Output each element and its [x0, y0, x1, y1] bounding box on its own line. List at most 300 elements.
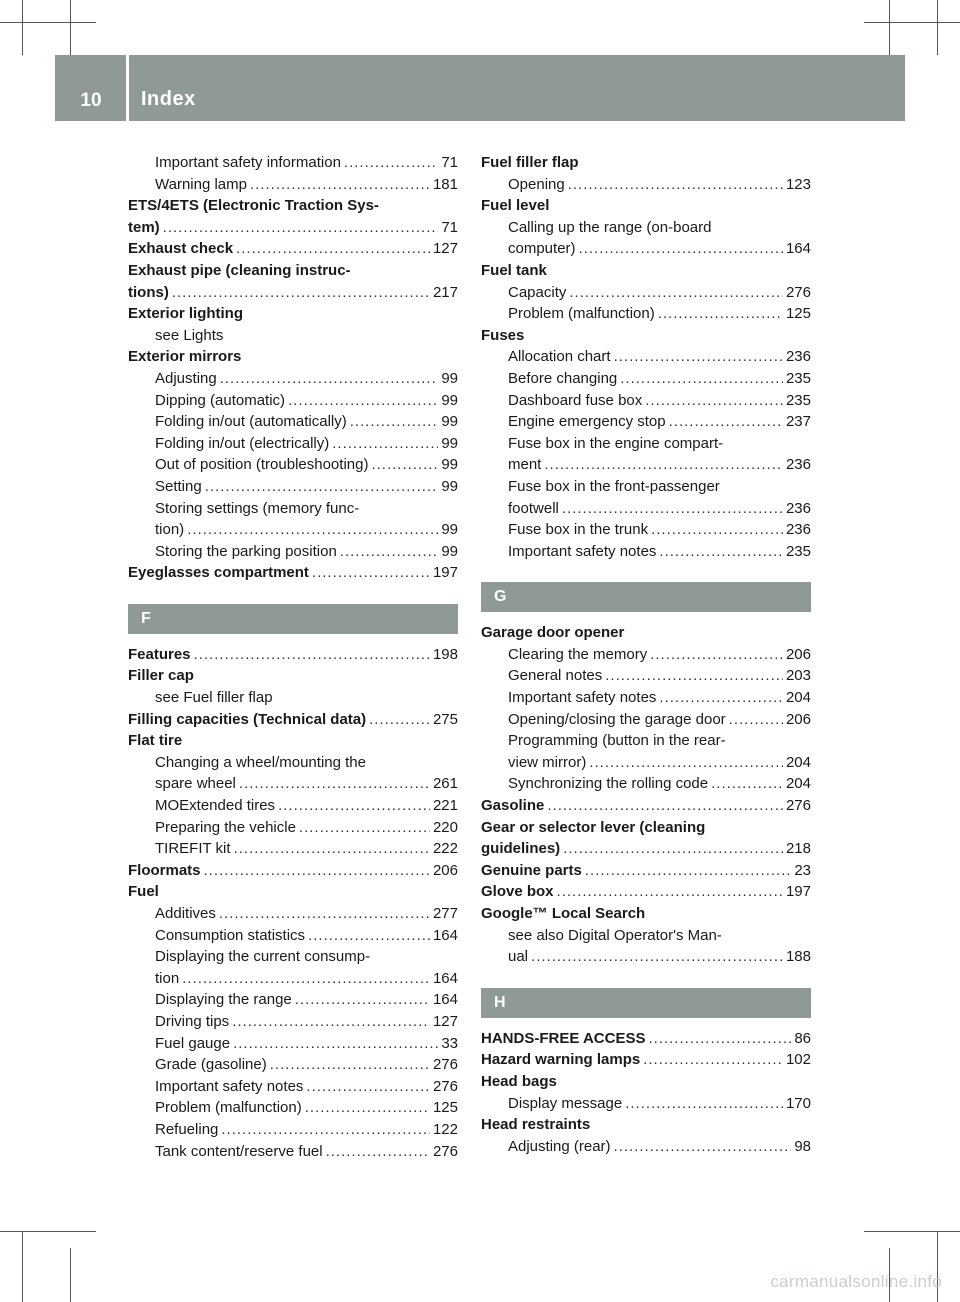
index-entry: [481, 881, 811, 903]
entry-text: Engine emergency stop: [508, 413, 666, 431]
entry-text: Head restraints: [481, 1116, 591, 1134]
page-reference-link[interactable]: 276: [785, 283, 811, 301]
page-reference-link[interactable]: 23: [794, 861, 811, 879]
page-reference-link[interactable]: 206: [432, 861, 458, 879]
entry-text: Important safety notes: [155, 1077, 304, 1095]
dot-leader: [579, 238, 783, 260]
entry-text: Exhaust pipe (cleaning instruc-: [128, 261, 351, 279]
index-entry: [481, 795, 811, 817]
page-reference-link[interactable]: 235: [785, 391, 811, 409]
index-entry: [481, 1028, 811, 1050]
index-subentry: [128, 411, 458, 433]
entry-text: tions): [128, 283, 169, 301]
dot-leader: [220, 368, 439, 390]
page-reference-link[interactable]: 236: [785, 348, 811, 366]
index-subentry: [128, 1054, 458, 1076]
entry-text: Adjusting: [155, 369, 217, 387]
dot-leader: [270, 1054, 430, 1076]
entry-text: computer): [508, 240, 576, 258]
index-entry: [481, 1049, 811, 1071]
crop-mark: [889, 0, 890, 55]
index-subentry: [481, 541, 811, 563]
entry-text: Filling capacities (Technical data): [128, 710, 367, 728]
page-reference-link[interactable]: 198: [432, 645, 458, 663]
index-subentry: [128, 476, 458, 498]
entry-text: Opening/closing the garage door: [508, 710, 726, 728]
entry-text: ual: [508, 948, 529, 966]
page-reference-link[interactable]: 277: [432, 905, 458, 922]
page-reference-link[interactable]: 206: [785, 645, 811, 663]
dot-leader: [614, 346, 783, 368]
page-reference-link[interactable]: 164: [785, 240, 811, 258]
entry-text: footwell: [508, 499, 559, 517]
entry-text: Calling up the range (on-board: [508, 218, 712, 236]
dot-leader: [711, 773, 783, 795]
dot-leader: [669, 411, 783, 433]
entry-text: Tank content/reserve fuel: [155, 1142, 323, 1160]
entry-text: see Fuel filler flap: [155, 689, 273, 707]
page-reference-link[interactable]: 235: [785, 369, 811, 387]
index-subentry: [481, 752, 811, 774]
page-reference-link[interactable]: 122: [432, 1120, 458, 1138]
page-reference-link[interactable]: 164: [432, 991, 458, 1009]
dot-leader: [531, 946, 783, 968]
page-reference-link[interactable]: 276: [432, 1142, 458, 1160]
entry-text: see Lights: [155, 326, 224, 344]
dot-leader: [204, 860, 430, 882]
dot-leader: [585, 860, 791, 882]
crop-mark: [22, 1231, 23, 1302]
index-subentry: [481, 303, 811, 325]
entry-text: Genuine parts: [481, 861, 582, 879]
index-subentry: [128, 817, 458, 839]
dot-leader: [194, 644, 430, 666]
dot-leader: [614, 1136, 792, 1158]
header-divider: [126, 55, 129, 121]
dot-leader: [620, 368, 783, 390]
page-reference-link[interactable]: 33: [441, 1034, 458, 1052]
index-entry: [128, 730, 458, 752]
dot-leader: [643, 1049, 783, 1071]
index-entry: [128, 346, 458, 368]
entry-text: Warning lamp: [155, 175, 247, 193]
entry-text: Gasoline: [481, 797, 545, 815]
page-reference-link[interactable]: 170: [785, 1094, 811, 1112]
index-subentry: [481, 174, 811, 196]
section-title: Index: [141, 88, 196, 110]
dot-leader: [332, 433, 438, 455]
crop-mark: [864, 1231, 960, 1232]
page-reference-link[interactable]: 188: [785, 948, 811, 966]
page-reference-link[interactable]: 276: [785, 797, 811, 815]
index-subentry: [128, 1141, 458, 1163]
entry-text: Dashboard fuse box: [508, 391, 643, 409]
dot-leader: [306, 1076, 430, 1098]
dot-leader: [605, 665, 783, 687]
dot-leader: [163, 217, 439, 239]
index-subentry: [128, 752, 458, 774]
dot-leader: [299, 817, 430, 839]
entry-text: Setting: [155, 477, 202, 495]
index-subentry: [128, 433, 458, 455]
page-reference-link[interactable]: 222: [432, 840, 458, 858]
entry-text: Displaying the current consump-: [155, 948, 371, 966]
crop-mark: [0, 22, 96, 23]
index-subentry: [128, 498, 458, 520]
page-reference-link[interactable]: 203: [785, 667, 811, 685]
dot-leader: [233, 1033, 438, 1055]
entry-text: Grade (gasoline): [155, 1056, 267, 1074]
dot-leader: [182, 968, 430, 990]
entry-text: Changing a wheel/mounting the: [155, 753, 366, 771]
dot-leader: [172, 282, 430, 304]
page-reference-link[interactable]: 275: [432, 710, 458, 728]
page-reference-link[interactable]: 71: [441, 218, 458, 236]
index-entry: [128, 665, 458, 687]
index-entry: [481, 325, 811, 347]
page-reference-link[interactable]: 236: [785, 456, 811, 474]
dot-leader: [278, 795, 430, 817]
index-entry: [128, 282, 458, 304]
index-subentry: [128, 903, 458, 925]
page-reference-link[interactable]: 237: [785, 413, 811, 431]
entry-text: Exhaust check: [128, 240, 234, 258]
index-entry: [128, 709, 458, 731]
entry-text: Hazard warning lamps: [481, 1051, 641, 1069]
page-reference-link[interactable]: 99: [441, 456, 458, 474]
index-subentry: [128, 946, 458, 968]
index-subentry: [128, 968, 458, 990]
dot-leader: [544, 454, 783, 476]
page-reference-link[interactable]: 125: [432, 1099, 458, 1117]
page-reference-link[interactable]: 99: [441, 477, 458, 495]
entry-text: Head bags: [481, 1072, 557, 1090]
index-entry: [128, 644, 458, 666]
dot-leader: [205, 476, 439, 498]
entry-text: Problem (malfunction): [508, 305, 655, 323]
entry-text: Driving tips: [155, 1012, 230, 1030]
entry-text: Display message: [508, 1094, 623, 1112]
index-subentry: [128, 773, 458, 795]
dot-leader: [557, 881, 783, 903]
entry-text: Flat tire: [128, 732, 183, 750]
entry-text: view mirror): [508, 753, 587, 771]
index-entry: [128, 195, 458, 217]
dot-leader: [250, 174, 430, 196]
entry-text: Folding in/out (automatically): [155, 413, 347, 431]
index-subentry: [481, 1136, 811, 1158]
entry-text: Exterior mirrors: [128, 348, 242, 366]
dot-leader: [350, 411, 439, 433]
dot-leader: [369, 709, 430, 731]
entry-text: Dipping (automatic): [155, 391, 286, 409]
index-entry: [481, 838, 811, 860]
page-reference-link[interactable]: 197: [785, 883, 811, 901]
dot-leader: [344, 152, 438, 174]
index-subentry: [128, 1097, 458, 1119]
page-reference-link[interactable]: 197: [432, 564, 458, 582]
entry-text: MOExtended tires: [155, 797, 276, 815]
entry-text: Allocation chart: [508, 348, 611, 366]
index-entry: [128, 860, 458, 882]
index-entry: [481, 195, 811, 217]
entry-text: Fuse box in the engine compart-: [508, 434, 724, 452]
entry-text: Exterior lighting: [128, 305, 244, 323]
watermark: carmanualsonline.info: [770, 1272, 942, 1291]
dot-leader: [625, 1093, 783, 1115]
index-letter-heading: H: [481, 988, 811, 1018]
page-reference-link[interactable]: 276: [432, 1077, 458, 1095]
crop-mark: [864, 22, 960, 23]
index-subentry: [128, 795, 458, 817]
entry-text: Floormats: [128, 861, 201, 879]
index-entry: [128, 238, 458, 260]
index-subentry: [128, 1011, 458, 1033]
index-subentry: [481, 773, 811, 795]
dot-leader: [650, 644, 783, 666]
page-reference-link[interactable]: 181: [432, 175, 458, 193]
index-subentry: [128, 368, 458, 390]
index-subentry: [481, 390, 811, 412]
index-subentry: [128, 519, 458, 541]
dot-leader: [371, 454, 438, 476]
dot-leader: [288, 390, 438, 412]
page-reference-link[interactable]: 164: [432, 969, 458, 987]
dot-leader: [562, 498, 783, 520]
index-subentry: [128, 1033, 458, 1055]
entry-text: Important safety notes: [508, 689, 657, 707]
dot-leader: [232, 1011, 430, 1033]
dot-leader: [234, 838, 430, 860]
entry-text: Synchronizing the rolling code: [508, 775, 709, 793]
page-reference-link[interactable]: 99: [441, 413, 458, 431]
index-entry: [128, 217, 458, 239]
index-subentry: [481, 519, 811, 541]
dot-leader: [658, 303, 783, 325]
index-subentry: [128, 1119, 458, 1141]
entry-text: Important safety notes: [508, 542, 657, 560]
dot-leader: [219, 903, 430, 925]
index-subentry: [481, 476, 811, 498]
index-subentry: [128, 989, 458, 1011]
page-reference-link[interactable]: 123: [785, 175, 811, 193]
entry-text: Garage door opener: [481, 624, 625, 642]
entry-text: Problem (malfunction): [155, 1099, 302, 1117]
entry-text: Features: [128, 645, 191, 663]
crop-mark: [0, 1231, 96, 1232]
index-subentry: [481, 498, 811, 520]
index-letter-heading: G: [481, 582, 811, 612]
dot-leader: [659, 541, 783, 563]
page-reference-link[interactable]: 218: [785, 840, 811, 858]
entry-text: General notes: [508, 667, 603, 685]
entry-text: Clearing the memory: [508, 645, 648, 663]
dot-leader: [648, 1028, 791, 1050]
index-entry: [481, 817, 811, 839]
page-reference-link[interactable]: 71: [441, 154, 458, 171]
index-subentry: [481, 433, 811, 455]
dot-leader: [589, 752, 783, 774]
index-subentry: [481, 1093, 811, 1115]
index-letter-heading: F: [128, 604, 458, 634]
index-subentry: [481, 709, 811, 731]
page-reference-link[interactable]: 221: [432, 797, 458, 815]
index-subentry: [481, 687, 811, 709]
page-reference-link[interactable]: 236: [785, 499, 811, 517]
entry-text: Preparing the vehicle: [155, 818, 296, 836]
entry-text: Fuel: [128, 883, 159, 901]
entry-text: Consumption statistics: [155, 926, 306, 944]
entry-text: Before changing: [508, 369, 618, 387]
entry-text: Out of position (troubleshooting): [155, 456, 369, 474]
index-subentry: [481, 346, 811, 368]
page-reference-link[interactable]: 276: [432, 1056, 458, 1074]
dot-leader: [645, 390, 783, 412]
index-entry: [481, 903, 811, 925]
entry-text: Fuse box in the front-passenger: [508, 477, 720, 495]
index-entry: [128, 260, 458, 282]
entry-text: Adjusting (rear): [508, 1137, 611, 1155]
dot-leader: [221, 1119, 430, 1141]
entry-text: ment: [508, 456, 542, 474]
index-entry: [481, 1071, 811, 1093]
entry-text: spare wheel: [155, 775, 236, 793]
entry-text: ETS/4ETS (Electronic Traction Sys-: [128, 197, 379, 215]
index-subentry: [128, 152, 458, 174]
index-subentry: [481, 217, 811, 239]
dot-leader: [295, 989, 430, 1011]
dot-leader: [340, 541, 439, 563]
index-subentry: [481, 411, 811, 433]
entry-text: Filler cap: [128, 667, 194, 685]
page-number: 10: [80, 90, 102, 111]
index-subentry: [481, 454, 811, 476]
crop-mark: [937, 0, 938, 55]
page-reference-link[interactable]: 217: [432, 283, 458, 301]
index-subentry: [128, 925, 458, 947]
dot-leader: [547, 795, 783, 817]
page-reference-link[interactable]: 206: [785, 710, 811, 728]
entry-text: Capacity: [508, 283, 567, 301]
page-reference-link[interactable]: 164: [432, 926, 458, 944]
entry-text: Fuel tank: [481, 261, 547, 279]
index-subentry: [481, 238, 811, 260]
index-entry: [128, 303, 458, 325]
dot-leader: [305, 1097, 430, 1119]
page-reference-link[interactable]: 125: [785, 305, 811, 323]
entry-text: tion: [155, 969, 180, 987]
entry-text: Glove box: [481, 883, 554, 901]
dot-leader: [659, 687, 783, 709]
index-subentry: [481, 730, 811, 752]
page-reference-link[interactable]: 204: [785, 689, 811, 707]
entry-text: tem): [128, 218, 160, 236]
index-entry: [481, 1114, 811, 1136]
entry-text: Storing settings (memory func-: [155, 499, 360, 517]
index-column-left: [128, 152, 458, 1162]
page-reference-link[interactable]: 99: [441, 369, 458, 387]
entry-text: Additives: [155, 905, 216, 922]
index-column-right: [481, 152, 811, 1157]
entry-text: Eyeglasses compartment: [128, 564, 309, 582]
index-entry: [481, 860, 811, 882]
entry-text: Displaying the range: [155, 991, 292, 1009]
page-reference-link[interactable]: 86: [794, 1029, 811, 1047]
entry-text: Google™ Local Search: [481, 905, 646, 922]
entry-text: Important safety information: [155, 154, 341, 171]
crop-mark: [70, 1248, 71, 1302]
index-entry: [128, 881, 458, 903]
index-subentry: [481, 644, 811, 666]
index-entry: [481, 152, 811, 174]
index-subentry: [481, 946, 811, 968]
dot-leader: [312, 562, 430, 584]
page-reference-link[interactable]: 102: [785, 1051, 811, 1069]
index-entry: [128, 562, 458, 584]
entry-text: see also Digital Operator's Man-: [508, 926, 722, 944]
page-reference-link[interactable]: 220: [432, 818, 458, 836]
entry-text: Gear or selector lever (cleaning: [481, 818, 706, 836]
entry-text: TIREFIT kit: [155, 840, 231, 858]
entry-text: Fuel filler flap: [481, 154, 579, 171]
page-reference-link[interactable]: 99: [441, 542, 458, 560]
index-subentry: [128, 838, 458, 860]
index-subentry: [481, 925, 811, 947]
index-subentry: [481, 368, 811, 390]
entry-text: guidelines): [481, 840, 561, 858]
page-reference-link[interactable]: 236: [785, 521, 811, 539]
index-subentry: [128, 541, 458, 563]
dot-leader: [563, 838, 783, 860]
page-reference-link[interactable]: 235: [785, 542, 811, 560]
page-reference-link[interactable]: 99: [441, 391, 458, 409]
page-reference-link[interactable]: 204: [785, 775, 811, 793]
page-reference-link[interactable]: 98: [794, 1137, 811, 1155]
page-reference-link[interactable]: 99: [441, 434, 458, 452]
index-subentry: [128, 390, 458, 412]
entry-text: Opening: [508, 175, 565, 193]
index-subentry: [128, 325, 458, 347]
dot-leader: [729, 709, 783, 731]
entry-text: Fuel level: [481, 197, 550, 215]
index-subentry: [481, 282, 811, 304]
index-subentry: [128, 174, 458, 196]
page-reference-link[interactable]: 261: [432, 775, 458, 793]
dot-leader: [236, 238, 430, 260]
entry-text: Storing the parking position: [155, 542, 337, 560]
entry-text: Fuses: [481, 326, 525, 344]
index-entry: [481, 260, 811, 282]
dot-leader: [326, 1141, 430, 1163]
page-reference-link[interactable]: 127: [432, 240, 458, 258]
entry-text: Refueling: [155, 1120, 219, 1138]
index-subentry: [128, 687, 458, 709]
dot-leader: [651, 519, 783, 541]
entry-text: Folding in/out (electrically): [155, 434, 330, 452]
entry-text: HANDS-FREE ACCESS: [481, 1029, 646, 1047]
page-reference-link[interactable]: 204: [785, 753, 811, 771]
entry-text: tion): [155, 521, 185, 539]
entry-text: Fuel gauge: [155, 1034, 231, 1052]
page-reference-link[interactable]: 99: [441, 521, 458, 539]
dot-leader: [308, 925, 430, 947]
index-subentry: [128, 454, 458, 476]
dot-leader: [239, 773, 430, 795]
dot-leader: [187, 519, 438, 541]
dot-leader: [569, 282, 783, 304]
page-reference-link[interactable]: 127: [432, 1012, 458, 1030]
index-entry: [481, 622, 811, 644]
